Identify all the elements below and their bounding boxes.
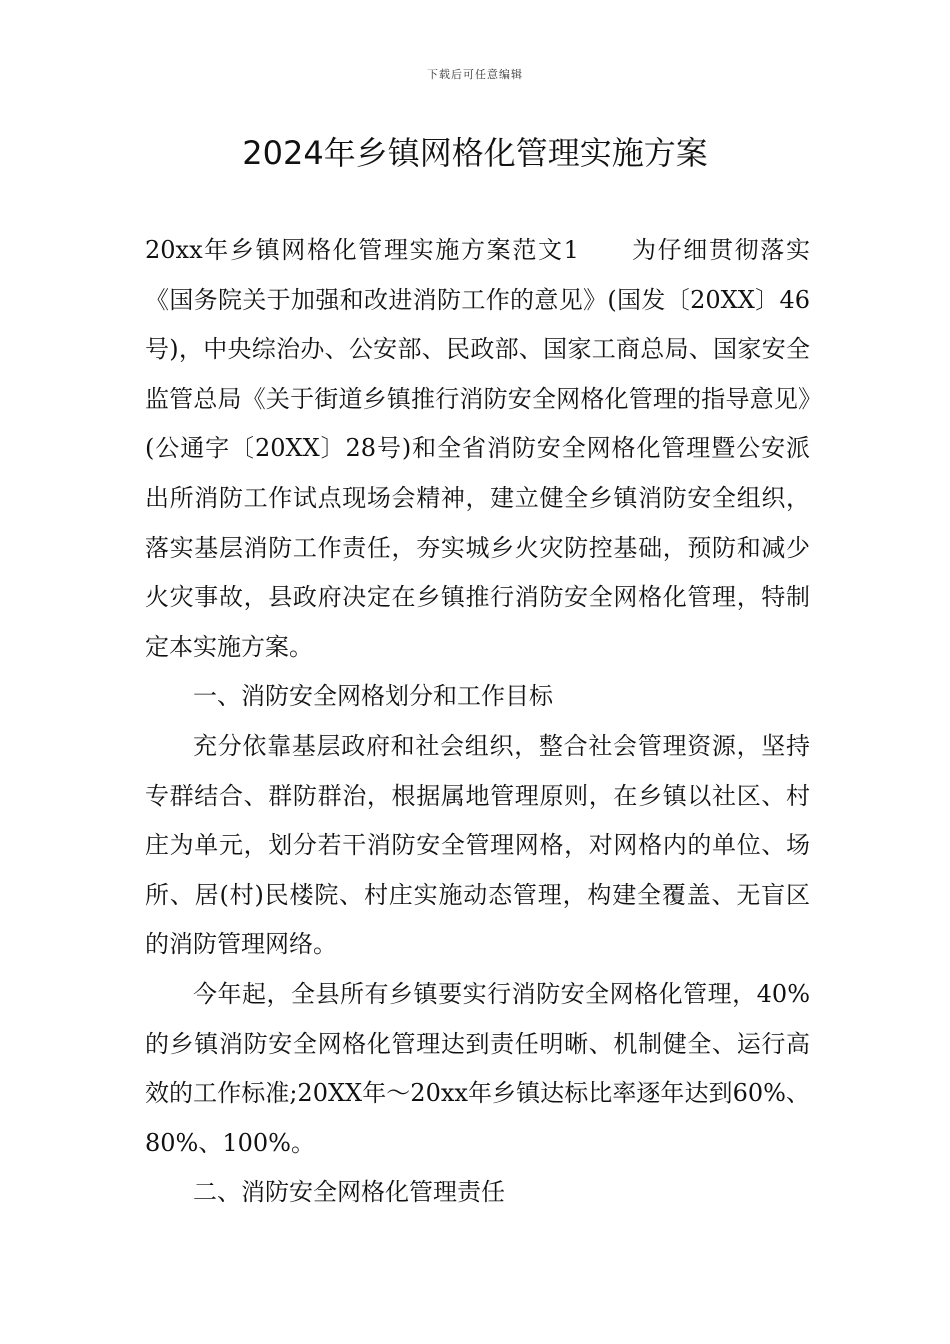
header-note: 下载后可任意编辑 bbox=[427, 68, 523, 81]
document-title: 2024年乡镇网格化管理实施方案 bbox=[242, 134, 708, 172]
paragraph-1: 充分依靠基层政府和社会组织，整合社会管理资源，坚持专群结合、群防群治，根据属地管理原则，在乡镇以社区、村庄为单元，划分若干消防安全管理网格，对网格内的单位、场所、居(村)民楼院、村庄实施动态管理，构建全覆盖、无盲区的消防管理网络。 bbox=[145, 731, 810, 959]
paragraph-2: 今年起，全县所有乡镇要实行消防安全网格化管理，40%的乡镇消防安全网格化管理达到责任明晰、机制健全、运行高效的工作标准;20XX年～20xx年乡镇达标比率逐年达到60%、80%、100%。 bbox=[145, 979, 810, 1157]
section-heading-2: 二、消防安全网格化管理责任 bbox=[193, 1178, 505, 1207]
intro-paragraph: 20xx年乡镇网格化管理实施方案范文1 为仔细贯彻落实《国务院关于加强和改进消防工作的意见》(国发〔20XX〕46号)，中央综治办、公安部、民政部、国家工商总局、国家安全监管总局《关于街道乡镇推行消防安全网格化管理的指导意见》(公通字〔20XX〕28号)和全省消防安全网格化管理暨公安派出所消防工作试点现场会精神，建立健全乡镇消防安全组织，落实基层消防工作责任，夯实城乡火灾防控基础，预防和减少火灾事故，县政府决定在乡镇推行消防安全网格化管理，特制定本实施方案。 bbox=[145, 236, 810, 661]
section-heading-1: 一、消防安全网格划分和工作目标 bbox=[193, 682, 553, 711]
document-body bbox=[145, 226, 810, 1218]
